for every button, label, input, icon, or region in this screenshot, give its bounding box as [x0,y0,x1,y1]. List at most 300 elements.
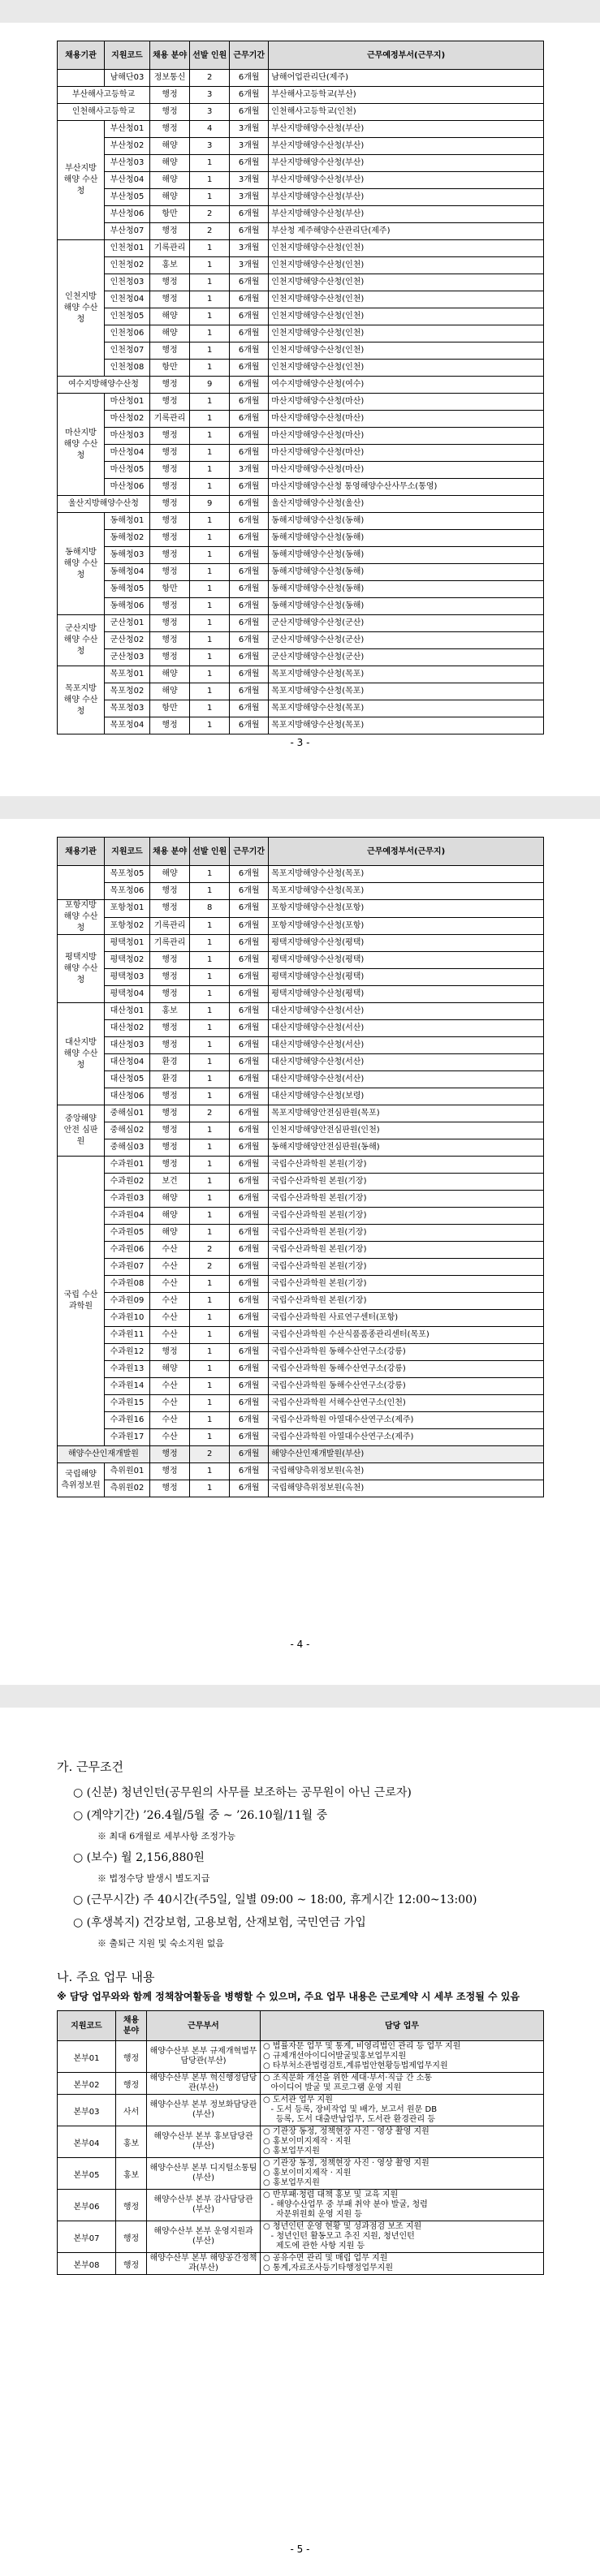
duty-code-cell: 본부03 [58,2095,116,2126]
count-cell: 1 [190,1293,230,1310]
code-cell: 목포청03 [105,700,150,717]
code-cell: 측위원02 [105,1480,150,1497]
code-cell: 평택청03 [105,969,150,986]
code-cell: 부산청01 [105,121,150,138]
duty-task-item: ○ 타부처소관법령검토,계류법안현황등법제업무지원 [263,2061,448,2070]
code-cell: 인천청02 [105,257,150,274]
period-cell: 6개월 [230,900,269,918]
field-cell: 수산 [150,1259,190,1276]
table-row [58,952,544,969]
field-cell: 행정 [150,986,190,1003]
duty-task-cell [261,2221,544,2253]
dept-cell: 군산지방해양수산청(군산) [269,649,544,666]
count-cell: 1 [190,308,230,325]
count-cell: 1 [190,428,230,445]
count-cell: 1 [190,935,230,952]
count-cell: 1 [190,172,230,189]
code-cell: 인천청05 [105,308,150,325]
period-cell: 6개월 [230,1361,269,1378]
condition-label: ○ (근무시간) [73,1893,140,1906]
table-row [58,666,544,683]
field-cell: 해양 [150,866,190,883]
code-cell: 마산청05 [105,462,150,479]
field-cell: 해양 [150,666,190,683]
duty-field-cell: 행정 [116,2190,147,2221]
duty-code-cell: 본부07 [58,2221,116,2253]
dept-cell: 국립수산과학원 본원(기장) [269,1242,544,1259]
col-dept: 근무예정부서(근무지) [269,41,544,70]
page-3 [0,23,600,796]
code-cell: 동해청03 [105,547,150,564]
count-cell: 1 [190,615,230,632]
duty-field-cell: 행정 [116,2221,147,2253]
code-cell: 부산청05 [105,189,150,206]
period-cell: 6개월 [230,935,269,952]
count-cell: 1 [190,1020,230,1037]
period-cell: 6개월 [230,1429,269,1446]
count-cell: 1 [190,883,230,900]
duty-code-cell: 본부04 [58,2126,116,2158]
dept-cell: 국립수산과학원 동해수산연구소(강릉) [269,1378,544,1395]
table-row [58,1310,544,1327]
period-cell: 6개월 [230,155,269,172]
period-cell: 6개월 [230,513,269,530]
period-cell: 6개월 [230,1139,269,1157]
dept-cell: 부산지방해양수산청(부산) [269,206,544,223]
duty-task-item: ○ 공유수면 관리 및 매립 업무 지원 [263,2254,388,2263]
org-cell: 인천해사고등학교 [58,104,150,121]
field-cell: 행정 [150,969,190,986]
field-cell: 행정 [150,883,190,900]
code-cell: 수과원02 [105,1174,150,1191]
field-cell: 행정 [150,1446,190,1463]
code-cell: 목포청05 [105,866,150,883]
dept-cell: 마산지방해양수산청(마산) [269,445,544,462]
col-field: 채용 분야 [150,41,190,70]
table-row [58,104,544,121]
dept-cell: 국립수산과학원 아열대수산연구소(제주) [269,1412,544,1429]
dept-cell: 국립수산과학원 본원(기장) [269,1174,544,1191]
dept-cell: 부산지방해양수산청(부산) [269,121,544,138]
count-cell: 1 [190,717,230,734]
code-cell: 수과원15 [105,1395,150,1412]
table-row [58,1344,544,1361]
table-row [58,189,544,206]
period-cell: 6개월 [230,360,269,377]
col-org: 채용기관 [58,838,105,866]
count-cell: 1 [190,1378,230,1395]
field-cell: 보건 [150,1174,190,1191]
period-cell: 6개월 [230,1395,269,1412]
table-row [58,342,544,360]
period-cell: 6개월 [230,700,269,717]
dept-cell: 국립수산과학원 아열대수산연구소(제주) [269,1429,544,1446]
dept-cell: 부산지방해양수산청(부산) [269,155,544,172]
duty-field-cell: 행정 [116,2041,147,2073]
dept-cell: 동해지방해양수산청(동해) [269,547,544,564]
count-cell: 2 [190,223,230,240]
duty-col-duty: 담당 업무 [261,2011,544,2041]
code-cell: 수과원10 [105,1310,150,1327]
period-cell: 6개월 [230,547,269,564]
count-cell: 9 [190,377,230,394]
duty-col-dept: 근무부서 [147,2011,261,2041]
count-cell: 3 [190,87,230,104]
duty-task-list [263,2159,541,2188]
code-cell: 수과원16 [105,1412,150,1429]
dept-cell: 국립수산과학원 동해수산연구소(강릉) [269,1361,544,1378]
table-row [58,1395,544,1412]
dept-cell: 국립해양측위정보원(옥천) [269,1463,544,1480]
org-cell: 부산해사고등학교 [58,87,150,104]
field-cell: 행정 [150,1020,190,1037]
dept-cell: 목포지방해양안전심판원(목포) [269,1105,544,1122]
condition-label: ○ (보수) [73,1851,118,1864]
field-cell: 행정 [150,513,190,530]
duty-task-list [263,2222,541,2251]
period-cell: 6개월 [230,598,269,615]
dept-cell: 부산해사고등학교(부산) [269,87,544,104]
duty-task-item: ○ 기관장 동정, 정책현장 사진 · 영상 촬영 지원 [263,2127,429,2136]
count-cell: 1 [190,581,230,598]
count-cell: 1 [190,969,230,986]
dept-cell: 목포지방해양수산청(목포) [269,866,544,883]
period-cell: 6개월 [230,1157,269,1174]
table-row [58,496,544,513]
dept-cell: 군산지방해양수산청(군산) [269,632,544,649]
dept-cell: 평택지방해양수산청(평택) [269,969,544,986]
dept-cell: 목포지방해양수산청(목포) [269,666,544,683]
condition-item [73,1804,600,1827]
period-cell: 6개월 [230,717,269,734]
duty-dept-cell: 해양수산부 본부 디지털소통팀(부산) [147,2158,261,2190]
duty-dept-cell: 해양수산부 본부 해양공간정책과(부산) [147,2253,261,2275]
table-row [58,700,544,717]
org-cell: 군산지방 해양 수산청 [58,615,105,666]
duty-task-cell [261,2253,544,2275]
field-cell: 해양 [150,683,190,700]
table-row [58,206,544,223]
field-cell: 정보통신 [150,70,190,87]
code-cell: 인천청06 [105,325,150,342]
period-cell: 6개월 [230,291,269,308]
code-cell: 평택청04 [105,986,150,1003]
field-cell: 수산 [150,1395,190,1412]
period-cell: 6개월 [230,1071,269,1088]
field-cell: 행정 [150,952,190,969]
duty-header-row [58,2011,544,2041]
col-period: 근무기간 [230,838,269,866]
code-cell: 인천청03 [105,274,150,291]
code-cell: 수과원12 [105,1344,150,1361]
field-cell: 행정 [150,377,190,394]
code-cell: 마산청03 [105,428,150,445]
field-cell: 행정 [150,445,190,462]
code-cell: 수과원11 [105,1327,150,1344]
duty-task-item: - 해양수산업무 중 부패 취약 분야 발굴, 청렴 [263,2200,428,2209]
dept-cell: 마산지방해양수산청 통영해양수산사무소(통영) [269,479,544,496]
table-row [58,360,544,377]
duty-row [58,2126,544,2158]
duty-row [58,2073,544,2095]
table-row [58,1071,544,1088]
period-cell: 6개월 [230,1225,269,1242]
count-cell: 1 [190,1003,230,1020]
field-cell: 행정 [150,1139,190,1157]
duty-task-cell [261,2073,544,2095]
period-cell: 6개월 [230,206,269,223]
table-row [58,325,544,342]
period-cell: 6개월 [230,377,269,394]
dept-cell: 인천지방해양수산청(인천) [269,308,544,325]
table-row [58,1208,544,1225]
field-cell: 행정 [150,291,190,308]
count-cell: 2 [190,1446,230,1463]
table-row [58,581,544,598]
field-cell: 기록관리 [150,917,190,935]
code-cell: 동해청05 [105,581,150,598]
code-cell: 목포청06 [105,883,150,900]
dept-cell: 해양수산인재개발원(부산) [269,1446,544,1463]
period-cell: 6개월 [230,1344,269,1361]
period-cell: 6개월 [230,70,269,87]
dept-cell: 남해어업관리단(제주) [269,70,544,87]
dept-cell: 인천지방해양수산청(인천) [269,257,544,274]
duty-field-cell: 사서 [116,2095,147,2126]
field-cell: 항만 [150,700,190,717]
duty-task-item: ○ 조직문화 개선을 위한 세대·부서·직급 간 소통 [263,2074,433,2083]
count-cell: 1 [190,1054,230,1071]
duty-task-item: 자문위원회 운영 지원 등 [263,2210,363,2219]
org-cell: 목포지방 해양 수산청 [58,666,105,734]
table-header-row [58,838,544,866]
dept-cell: 대산지방해양수산청(서산) [269,1020,544,1037]
table-row [58,1480,544,1497]
col-code: 지원코드 [105,838,150,866]
field-cell: 행정 [150,615,190,632]
condition-label: ○ (신분) [73,1786,118,1799]
period-cell: 6개월 [230,952,269,969]
count-cell: 1 [190,1139,230,1157]
field-cell: 행정 [150,1122,190,1139]
field-cell: 행정 [150,496,190,513]
dept-cell: 울산지방해양수산청(울산) [269,496,544,513]
count-cell: 1 [190,1088,230,1105]
col-code: 지원코드 [105,41,150,70]
period-cell: 6개월 [230,1480,269,1497]
count-cell: 1 [190,530,230,547]
table-row [58,1088,544,1105]
code-cell: 부산청03 [105,155,150,172]
dept-cell: 여수지방해양수산청(여수) [269,377,544,394]
period-cell: 6개월 [230,1446,269,1463]
code-cell: 포항청01 [105,900,150,918]
col-count: 선발 인원 [190,838,230,866]
table-row [58,1037,544,1054]
count-cell: 1 [190,1344,230,1361]
code-cell: 목포청04 [105,717,150,734]
code-cell: 수과원05 [105,1225,150,1242]
table-row [58,479,544,496]
period-cell: 6개월 [230,883,269,900]
code-cell: 동해청06 [105,598,150,615]
org-cell: 부산지방 해양 수산청 [58,121,105,240]
table-row [58,138,544,155]
table-row [58,1446,544,1463]
dept-cell: 국립수산과학원 본원(기장) [269,1208,544,1225]
field-cell: 홍보 [150,257,190,274]
count-cell: 1 [190,700,230,717]
field-cell: 해양 [150,172,190,189]
code-cell: 수과원01 [105,1157,150,1174]
count-cell: 2 [190,1259,230,1276]
page-number: - 5 - [290,2544,310,2555]
code-cell: 수과원09 [105,1293,150,1310]
table-row [58,615,544,632]
code-cell: 인천청08 [105,360,150,377]
table-row [58,87,544,104]
code-cell: 동해청04 [105,564,150,581]
period-cell: 6개월 [230,1174,269,1191]
period-cell: 6개월 [230,1293,269,1310]
table-row [58,1378,544,1395]
field-cell: 해양 [150,155,190,172]
period-cell: 6개월 [230,1088,269,1105]
period-cell: 3개월 [230,462,269,479]
duty-task-item: 제도에 관한 사항 지원 등 [263,2242,365,2251]
period-cell: 6개월 [230,632,269,649]
dept-cell: 동해지방해양안전심판원(동해) [269,1139,544,1157]
period-cell: 6개월 [230,1276,269,1293]
table-row [58,240,544,257]
table-row [58,1054,544,1071]
field-cell: 행정 [150,428,190,445]
dept-cell: 마산지방해양수산청(마산) [269,394,544,411]
code-cell: 마산청02 [105,411,150,428]
dept-cell: 동해지방해양수산청(동해) [269,581,544,598]
period-cell: 6개월 [230,1037,269,1054]
code-cell: 대산청02 [105,1020,150,1037]
code-cell: 부산청02 [105,138,150,155]
field-cell: 기록관리 [150,411,190,428]
dept-cell: 대산지방해양수산청(보령) [269,1088,544,1105]
dept-cell: 인천지방해양수산청(인천) [269,240,544,257]
dept-cell: 대산지방해양수산청(서산) [269,1054,544,1071]
duty-field-cell: 홍보 [116,2126,147,2158]
table-row [58,121,544,138]
page-number: - 3 - [290,737,310,748]
count-cell: 1 [190,1310,230,1327]
dept-cell: 목포지방해양수산청(목포) [269,700,544,717]
count-cell: 1 [190,632,230,649]
duty-code-cell: 본부05 [58,2158,116,2190]
field-cell: 행정 [150,1037,190,1054]
count-cell: 1 [190,683,230,700]
period-cell: 6개월 [230,1054,269,1071]
table-row [58,1139,544,1157]
field-cell: 행정 [150,1344,190,1361]
dept-cell: 포항지방해양수산청(포항) [269,900,544,918]
org-cell: 인천지방 해양 수산청 [58,240,105,377]
code-cell: 대산청01 [105,1003,150,1020]
duty-row [58,2190,544,2221]
period-cell: 6개월 [230,1463,269,1480]
dept-cell: 인천해사고등학교(인천) [269,104,544,121]
count-cell: 1 [190,411,230,428]
table-row [58,900,544,918]
period-cell: 6개월 [230,986,269,1003]
period-cell: 6개월 [230,325,269,342]
period-cell: 6개월 [230,496,269,513]
duty-code-cell: 본부02 [58,2073,116,2095]
dept-cell: 부산청 제주해양수산관리단(제주) [269,223,544,240]
code-cell: 인천청07 [105,342,150,360]
dept-cell: 평택지방해양수산청(평택) [269,986,544,1003]
period-cell: 6개월 [230,683,269,700]
count-cell: 1 [190,360,230,377]
dept-cell: 인천지방해양수산청(인천) [269,291,544,308]
duty-task-item: ○ 홍보이미지제작 · 지원 [263,2169,352,2178]
duty-task-cell [261,2095,544,2126]
table-row [58,632,544,649]
org-cell [58,866,105,900]
duty-code-cell: 본부01 [58,2041,116,2073]
period-cell: 6개월 [230,1191,269,1208]
org-cell: 울산지방해양수산청 [58,496,150,513]
field-cell: 기록관리 [150,935,190,952]
recruit-table-page-4 [57,837,544,1497]
table-row [58,155,544,172]
duty-code-cell: 본부08 [58,2253,116,2275]
table-row [58,530,544,547]
field-cell: 행정 [150,1157,190,1174]
dept-cell: 부산지방해양수산청(부산) [269,189,544,206]
field-cell: 환경 [150,1054,190,1071]
count-cell: 4 [190,121,230,138]
org-cell: 마산지방 해양 수산청 [58,394,105,496]
table-row [58,598,544,615]
col-count: 선발 인원 [190,41,230,70]
field-cell: 행정 [150,87,190,104]
table-row [58,986,544,1003]
dept-cell: 평택지방해양수산청(평택) [269,952,544,969]
duty-task-item: 등록, 도서 대출반납업무, 도서관 환경관리 등 [263,2115,436,2124]
table-row [58,883,544,900]
duty-row [58,2253,544,2275]
period-cell: 6개월 [230,1327,269,1344]
duty-task-list [263,2042,541,2071]
condition-text: 월 2,156,880원 [117,1851,205,1864]
duty-col-code: 지원코드 [58,2011,116,2041]
duty-task-list [263,2096,541,2125]
count-cell: 1 [190,1276,230,1293]
count-cell: 1 [190,342,230,360]
table-row [58,564,544,581]
dept-cell: 동해지방해양수산청(동해) [269,598,544,615]
count-cell: 1 [190,394,230,411]
duty-task-list [263,2190,541,2220]
table-row [58,1276,544,1293]
field-cell: 해양 [150,1361,190,1378]
count-cell: 1 [190,291,230,308]
table-row [58,428,544,445]
code-cell: 목포청01 [105,666,150,683]
dept-cell: 마산지방해양수산청(마산) [269,428,544,445]
org-cell: 국립해양 측위정보원 [58,1463,105,1497]
duty-task-cell [261,2158,544,2190]
field-cell: 행정 [150,547,190,564]
period-cell: 6개월 [230,445,269,462]
